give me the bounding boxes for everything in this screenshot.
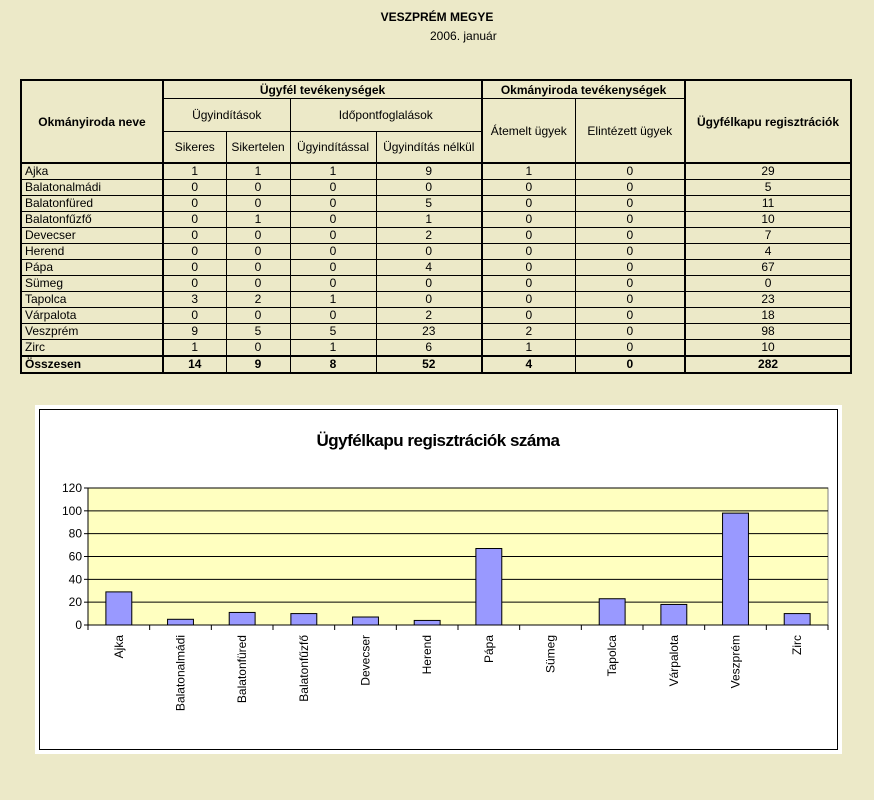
table-row <box>21 163 851 180</box>
table-row <box>21 292 851 308</box>
sikertelen-cell: 0 <box>226 244 290 260</box>
elintezett-cell: 0 <box>575 244 685 260</box>
bar-várpalota <box>661 604 687 625</box>
x-tick-label: Várpalota <box>666 635 681 687</box>
sikertelen-cell: 0 <box>226 228 290 244</box>
reg-cell: 282 <box>685 356 851 373</box>
sikertelen-cell: 5 <box>226 324 290 340</box>
bar-devecser <box>353 617 379 625</box>
x-tick-label: Tapolca <box>605 635 620 677</box>
ugyind-cell: 1 <box>290 163 376 180</box>
data-table <box>20 79 852 374</box>
header-client-activities: Ügyfél tevékenységek <box>163 80 482 99</box>
elintezett-cell: 0 <box>575 356 685 373</box>
sikeres-cell: 1 <box>163 340 226 357</box>
sikeres-cell: 0 <box>163 180 226 196</box>
bar-herend <box>414 620 440 625</box>
reg-cell: 5 <box>685 180 851 196</box>
x-tick-label: Zirc <box>790 635 805 655</box>
reg-cell: 10 <box>685 340 851 357</box>
office-name-cell: Sümeg <box>21 276 163 292</box>
office-name-cell: Pápa <box>21 260 163 276</box>
page-title: VESZPRÉM MEGYE <box>380 10 494 24</box>
sikertelen-cell: 0 <box>226 260 290 276</box>
office-name-cell: Tapolca <box>21 292 163 308</box>
chart-container <box>35 405 842 754</box>
header-appointments: Időpontfoglalások <box>290 99 482 132</box>
atemelt-cell: 0 <box>482 308 575 324</box>
x-tick-label: Devecser <box>358 635 373 686</box>
sikeres-cell: 0 <box>163 228 226 244</box>
reg-cell: 0 <box>685 276 851 292</box>
ugyind-cell: 0 <box>290 276 376 292</box>
reg-cell: 11 <box>685 196 851 212</box>
reg-cell: 98 <box>685 324 851 340</box>
bar-balatonalmádi <box>168 619 194 625</box>
atemelt-cell: 0 <box>482 228 575 244</box>
nelkul-cell: 0 <box>376 180 482 196</box>
sikeres-cell: 3 <box>163 292 226 308</box>
table-row <box>21 340 851 357</box>
elintezett-cell: 0 <box>575 196 685 212</box>
atemelt-cell: 0 <box>482 260 575 276</box>
reg-cell: 29 <box>685 163 851 180</box>
x-tick-label: Balatonfűzfő <box>296 635 311 702</box>
elintezett-cell: 0 <box>575 324 685 340</box>
elintezett-cell: 0 <box>575 292 685 308</box>
ugyind-cell: 0 <box>290 196 376 212</box>
sikertelen-cell: 0 <box>226 276 290 292</box>
x-tick-label: Ajka <box>111 635 126 659</box>
sikertelen-cell: 0 <box>226 196 290 212</box>
office-name-cell: Balatonfüred <box>21 196 163 212</box>
office-name-cell: Ajka <box>21 163 163 180</box>
sikeres-cell: 1 <box>163 163 226 180</box>
office-name-cell: Várpalota <box>21 308 163 324</box>
nelkul-cell: 1 <box>376 212 482 228</box>
sikertelen-cell: 9 <box>226 356 290 373</box>
header-case-initiations: Ügyindítások <box>163 99 290 132</box>
office-name-cell: Balatonalmádi <box>21 180 163 196</box>
sikeres-cell: 0 <box>163 244 226 260</box>
nelkul-cell: 0 <box>376 276 482 292</box>
bar-ajka <box>106 592 132 625</box>
elintezett-cell: 0 <box>575 180 685 196</box>
ugyind-cell: 0 <box>290 308 376 324</box>
ugyind-cell: 0 <box>290 180 376 196</box>
sikeres-cell: 9 <box>163 324 226 340</box>
elintezett-cell: 0 <box>575 163 685 180</box>
office-name-cell: Összesen <box>21 356 163 373</box>
bar-tapolca <box>599 599 625 625</box>
nelkul-cell: 2 <box>376 228 482 244</box>
nelkul-cell: 4 <box>376 260 482 276</box>
ugyind-cell: 0 <box>290 260 376 276</box>
atemelt-cell: 0 <box>482 180 575 196</box>
table-row <box>21 180 851 196</box>
table-row <box>21 244 851 260</box>
nelkul-cell: 52 <box>376 356 482 373</box>
ugyind-cell: 5 <box>290 324 376 340</box>
header-settled-cases: Elintézett ügyek <box>575 99 685 164</box>
nelkul-cell: 0 <box>376 244 482 260</box>
y-tick-label: 40 <box>68 572 82 587</box>
sikertelen-cell: 0 <box>226 180 290 196</box>
office-name-cell: Herend <box>21 244 163 260</box>
y-tick-label: 0 <box>75 618 82 632</box>
bar-chart <box>40 410 837 749</box>
header-unsuccessful: Sikertelen <box>226 132 290 164</box>
nelkul-cell: 0 <box>376 292 482 308</box>
bar-pápa <box>476 549 502 625</box>
sikeres-cell: 0 <box>163 308 226 324</box>
table-row <box>21 196 851 212</box>
sikertelen-cell: 0 <box>226 308 290 324</box>
y-tick-label: 120 <box>61 481 82 495</box>
header-successful: Sikeres <box>163 132 226 164</box>
sikeres-cell: 14 <box>163 356 226 373</box>
reg-cell: 4 <box>685 244 851 260</box>
table-row <box>21 324 851 340</box>
y-tick-label: 100 <box>61 503 82 518</box>
reg-cell: 10 <box>685 212 851 228</box>
header-without-initiation: Ügyindítás nélkül <box>376 132 482 164</box>
sikertelen-cell: 0 <box>226 340 290 357</box>
sikertelen-cell: 1 <box>226 212 290 228</box>
nelkul-cell: 5 <box>376 196 482 212</box>
sikeres-cell: 0 <box>163 196 226 212</box>
x-tick-label: Balatonalmádi <box>173 635 188 712</box>
elintezett-cell: 0 <box>575 308 685 324</box>
bar-zirc <box>784 614 810 625</box>
header-with-initiation: Ügyindítással <box>290 132 376 164</box>
elintezett-cell: 0 <box>575 276 685 292</box>
sikeres-cell: 0 <box>163 276 226 292</box>
ugyind-cell: 0 <box>290 228 376 244</box>
reg-cell: 23 <box>685 292 851 308</box>
header-transferred-cases: Átemelt ügyek <box>482 99 575 164</box>
reg-cell: 18 <box>685 308 851 324</box>
elintezett-cell: 0 <box>575 260 685 276</box>
bar-balatonfüred <box>229 612 255 625</box>
header-office-name: Okmányiroda neve <box>21 80 163 163</box>
bar-veszprém <box>723 513 749 625</box>
x-tick-label: Sümeg <box>543 635 558 674</box>
reg-cell: 7 <box>685 228 851 244</box>
total-row <box>21 356 851 373</box>
sikeres-cell: 0 <box>163 212 226 228</box>
atemelt-cell: 0 <box>482 244 575 260</box>
elintezett-cell: 0 <box>575 340 685 357</box>
table-row <box>21 276 851 292</box>
header-office-activities: Okmányiroda tevékenységek <box>482 80 685 99</box>
chart-frame <box>39 409 838 750</box>
table-row <box>21 260 851 276</box>
atemelt-cell: 0 <box>482 276 575 292</box>
reg-cell: 67 <box>685 260 851 276</box>
ugyind-cell: 8 <box>290 356 376 373</box>
atemelt-cell: 1 <box>482 340 575 357</box>
elintezett-cell: 0 <box>575 228 685 244</box>
office-name-cell: Balatonfűzfő <box>21 212 163 228</box>
sikertelen-cell: 2 <box>226 292 290 308</box>
table-row <box>21 308 851 324</box>
y-tick-label: 20 <box>68 595 82 610</box>
ugyind-cell: 1 <box>290 340 376 357</box>
office-name-cell: Veszprém <box>21 324 163 340</box>
nelkul-cell: 23 <box>376 324 482 340</box>
atemelt-cell: 4 <box>482 356 575 373</box>
nelkul-cell: 6 <box>376 340 482 357</box>
chart-title: Ügyfélkapu regisztrációk száma <box>316 431 560 450</box>
atemelt-cell: 0 <box>482 292 575 308</box>
table-row <box>21 212 851 228</box>
nelkul-cell: 2 <box>376 308 482 324</box>
sikeres-cell: 0 <box>163 260 226 276</box>
x-tick-label: Pápa <box>481 635 496 664</box>
office-name-cell: Devecser <box>21 228 163 244</box>
atemelt-cell: 0 <box>482 212 575 228</box>
header-registrations: Ügyfélkapu regisztrációk <box>685 80 851 163</box>
x-tick-label: Herend <box>420 635 435 675</box>
office-name-cell: Zirc <box>21 340 163 357</box>
ugyind-cell: 1 <box>290 292 376 308</box>
atemelt-cell: 2 <box>482 324 575 340</box>
report-period: 2006. január <box>430 29 497 43</box>
sikertelen-cell: 1 <box>226 163 290 180</box>
table-row <box>21 228 851 244</box>
nelkul-cell: 9 <box>376 163 482 180</box>
elintezett-cell: 0 <box>575 212 685 228</box>
ugyind-cell: 0 <box>290 212 376 228</box>
x-tick-label: Veszprém <box>728 635 743 689</box>
y-tick-label: 80 <box>68 526 82 541</box>
atemelt-cell: 0 <box>482 196 575 212</box>
ugyind-cell: 0 <box>290 244 376 260</box>
atemelt-cell: 1 <box>482 163 575 180</box>
y-tick-label: 60 <box>68 549 82 564</box>
bar-balatonfűzfő <box>291 614 317 625</box>
x-tick-label: Balatonfüred <box>235 635 250 704</box>
